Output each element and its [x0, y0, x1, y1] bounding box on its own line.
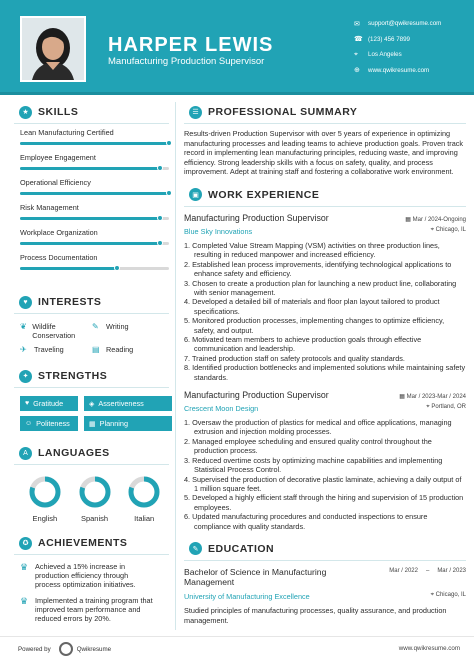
avatar [22, 18, 84, 80]
job-bullet: 5. Monitored production processes, implementing changes to optimize efficiency, safety, and output. [184, 316, 445, 335]
languages-heading [14, 445, 169, 461]
job-dates-text: Mar / 2023-Mar / 2024 [406, 394, 466, 401]
summary-title: PROFESSIONAL SUMMARY [208, 106, 358, 118]
contact-website[interactable] [354, 63, 472, 79]
skill-bar-fill [20, 192, 169, 195]
phone-icon: ☎ [354, 36, 363, 44]
education-location [431, 592, 466, 601]
job-bullet: 1. Oversaw the production of plastics for medical and office applications, managing extrusion and injection molding processes. [184, 418, 452, 437]
achievements-heading [14, 535, 169, 551]
skill-bar [20, 217, 169, 220]
languages-title: LANGUAGES [38, 447, 110, 459]
skill-item [14, 178, 169, 199]
education-start: Mar / 2022 [389, 567, 418, 574]
job-entry [184, 213, 466, 382]
graduation-cap-icon: ✎ [189, 542, 202, 555]
section-rule [184, 206, 466, 207]
strength-label: Planning [99, 419, 129, 428]
calendar-icon: ▦ [89, 420, 96, 428]
skill-bar [20, 242, 169, 245]
skill-bar-fill [20, 167, 160, 170]
contact-phone-text: (123) 456 7899 [368, 35, 410, 43]
job-bullet: 6. Motivated team members to achieve production goals through effective communication and leadership. [184, 335, 422, 354]
brand-name[interactable]: Qwikresume [76, 645, 112, 653]
job-location-text: Chicago, IL [435, 226, 466, 233]
language-ring [127, 475, 161, 509]
powered-by-label: Powered by [18, 645, 51, 653]
skill-label: Workplace Organization [20, 228, 98, 237]
skill-bar-fill [20, 242, 160, 245]
strengths-list [14, 396, 169, 431]
contact-location-text: Los Angeles [368, 51, 402, 59]
section-rule [184, 123, 466, 124]
qwikresume-logo-icon [59, 642, 73, 656]
education-title: EDUCATION [208, 542, 275, 555]
section-rule [14, 313, 169, 314]
skill-label: Risk Management [20, 203, 79, 212]
briefcase-icon: ▣ [189, 188, 202, 201]
skills-icon: ★ [19, 106, 32, 119]
education-end: Mar / 2023 [437, 567, 466, 574]
contact-phone[interactable] [354, 32, 472, 48]
strength-label: Assertiveness [98, 399, 144, 408]
location-icon: ⌖ [354, 50, 358, 58]
skill-item [14, 203, 169, 224]
skill-bar-fill [20, 142, 169, 145]
interest-item [92, 322, 172, 340]
location-icon: ⌖ [430, 226, 436, 233]
skill-label: Operational Efficiency [20, 178, 91, 187]
skill-item [14, 228, 169, 249]
contact-list [354, 16, 472, 78]
trophy-icon: ♛ [20, 595, 29, 606]
language-ring [78, 475, 112, 509]
plane-icon: ✈ [20, 345, 27, 354]
shield-icon: ◈ [89, 400, 95, 408]
contact-location [354, 47, 472, 63]
strengths-heading [14, 368, 169, 384]
right-column [184, 104, 466, 625]
strength-chip [84, 396, 172, 411]
job-title: Manufacturing Production Supervisor [184, 390, 329, 401]
section-rule [184, 560, 466, 561]
globe-icon: ⊕ [354, 67, 360, 75]
skill-bar-handle [157, 240, 163, 246]
job-title: Manufacturing Production Supervisor [184, 212, 329, 223]
language-ring [28, 475, 62, 509]
language-label: Spanish [80, 514, 109, 523]
interest-label: Reading [106, 345, 134, 354]
education-school: University of Manufacturing Excellence [184, 591, 310, 601]
skill-bar [20, 167, 169, 170]
skill-bar-handle [157, 215, 163, 221]
job-dates [405, 216, 466, 223]
powered-by [18, 642, 111, 656]
job-location [431, 227, 466, 236]
interests-icon: ♥ [19, 296, 32, 309]
skill-bar-handle [166, 190, 172, 196]
strength-chip [20, 396, 78, 411]
strength-label: Politeness [36, 419, 70, 428]
achievement-item [20, 562, 169, 590]
job-bullet: 1. Completed Value Stream Mapping (VSM) activities on three production lines, resulting in reduced manpower and increased efficiency. [184, 240, 440, 260]
achievement-item [20, 596, 169, 624]
interest-label: Wildlife Conservation [32, 322, 76, 340]
skill-bar-fill [20, 217, 160, 220]
languages-list [14, 475, 169, 523]
language-label: English [32, 514, 58, 523]
job-company: Crescent Moon Design [184, 404, 259, 414]
strength-chip [20, 416, 78, 431]
languages-icon: A [19, 447, 32, 460]
achievements-title: ACHIEVEMENTS [38, 537, 128, 549]
left-column [14, 104, 169, 629]
job-bullet: 4. Supervised the production of decorative plastic laminate, achieving a daily output of 1 million square feet. [184, 474, 462, 493]
section-rule [14, 554, 169, 555]
skill-item [14, 253, 169, 274]
skill-item [14, 128, 169, 149]
education-dates: Mar / 2022 – Mar / 2023 [389, 567, 466, 588]
summary-heading [184, 104, 466, 120]
language-item [70, 475, 120, 523]
achievement-text: Achieved a 15% increase in production efficiency through process optimization initiatives. [35, 562, 136, 590]
job-bullet: 7. Trained production staff on safety protocols and quality standards. [184, 353, 405, 363]
job-bullets [184, 241, 466, 382]
job-location [426, 404, 466, 413]
section-rule [14, 464, 169, 465]
interest-label: Writing [106, 322, 129, 331]
skill-bar [20, 142, 169, 145]
skill-bar-handle [157, 165, 163, 171]
education-heading [184, 541, 466, 557]
job-bullets [184, 418, 466, 531]
strengths-icon: ✦ [19, 370, 32, 383]
skill-bar [20, 192, 169, 195]
skill-bar-handle [166, 140, 172, 146]
calendar-icon: ▦ [405, 216, 413, 223]
interest-label: Traveling [34, 345, 64, 354]
job-bullet: 2. Established lean process improvements, identifying technological applications to enhance safety and efficiency. [184, 259, 452, 279]
skill-label: Process Documentation [20, 253, 98, 262]
summary-text: Results-driven Production Supervisor with over 5 years of experience in optimizing manufacturing processes and leading teams to achieve production goals. Proven track record in implementing lean manufacturing principles, reducing waste, and improving efficiency. Strong leadership skills with a focus on safety, quality, and process improvement. Adept at training staff and fostering a collaborative work environment. [184, 129, 464, 177]
language-item [20, 475, 70, 523]
job-bullet: 6. Updated manufacturing procedures and conducted inspections to ensure compliance with quality standards. [184, 512, 428, 531]
interests-heading [14, 294, 169, 310]
experience-heading [184, 187, 466, 203]
skill-label: Employee Engagement [20, 153, 96, 162]
job-bullet: 3. Reduced overtime costs by optimizing machine capabilities and implementing Statistical Process Control. [184, 455, 443, 475]
interests-title: INTERESTS [38, 296, 102, 308]
job-bullet: 5. Developed a highly efficient staff through the hiring and supervision of 15 production employees. [184, 493, 464, 512]
location-icon: ⌖ [430, 591, 436, 598]
interest-item [20, 322, 92, 340]
interest-item [20, 345, 92, 354]
heart-icon: ♥ [25, 400, 30, 407]
smile-icon: ☺ [25, 420, 33, 427]
interests-list [14, 322, 169, 354]
job-bullet: 3. Chosen to create a production plan for launching a new product line, collaborating with senior management. [184, 278, 457, 297]
education-degree: Bachelor of Science in Manufacturing Management [184, 566, 327, 588]
language-label: Italian [134, 514, 155, 523]
candidate-name: HARPER LEWIS [108, 34, 274, 56]
summary-icon: ☰ [189, 106, 202, 119]
section-rule [14, 387, 169, 388]
achievements-icon: ✪ [19, 537, 32, 550]
job-dates-text: Mar / 2024-Ongoing [412, 216, 466, 223]
language-item [119, 475, 169, 523]
header-divider [0, 92, 474, 95]
achievement-text: Implemented a training program that improved team performance and reduced errors by 20%. [35, 595, 153, 624]
education-text: Studied principles of manufacturing processes, quality assurance, and production management. [184, 605, 447, 625]
experience-title: WORK EXPERIENCE [208, 188, 320, 201]
job-bullet: 2. Managed employee scheduling and ensured quality control throughout the production process. [184, 436, 432, 456]
job-company: Blue Sky Innovations [184, 226, 253, 236]
footer [0, 636, 474, 658]
resume-header [0, 0, 474, 92]
wildlife-icon: ❦ [20, 322, 27, 331]
skill-label: Lean Manufacturing Certified [20, 128, 114, 137]
contact-website-text: www.qwikresume.com [368, 66, 430, 74]
email-icon: ✉ [354, 20, 360, 28]
location-icon: ⌖ [426, 404, 432, 411]
contact-email[interactable] [354, 16, 472, 32]
strength-chip [84, 416, 172, 431]
interest-item [92, 345, 172, 354]
strength-label: Gratitude [33, 399, 64, 408]
skill-bar [20, 267, 169, 270]
column-divider [175, 102, 176, 630]
pen-icon: ✎ [92, 322, 99, 331]
profile-photo [20, 16, 86, 82]
job-location-text: Portland, OR [431, 404, 466, 411]
strengths-title: STRENGTHS [38, 370, 108, 382]
achievements-list [14, 562, 169, 623]
job-entry [184, 390, 466, 531]
job-bullet: 4. Developed a detailed bill of materials and floor plan layout tailored to product specifications. [184, 297, 440, 316]
skills-heading [14, 104, 169, 120]
education-location-text: Chicago, IL [435, 591, 466, 598]
trophy-icon: ♛ [20, 562, 29, 572]
section-rule [14, 123, 169, 124]
footer-url[interactable]: www.qwikresume.com [398, 645, 460, 652]
skills-title: SKILLS [38, 106, 79, 118]
book-icon: ▤ [92, 345, 100, 354]
calendar-icon: ▦ [399, 394, 407, 401]
skills-list [14, 128, 169, 274]
skill-bar-handle [114, 265, 120, 271]
skill-bar-fill [20, 267, 117, 270]
contact-email-text: support@qwikresume.com [368, 20, 442, 28]
candidate-title: Manufacturing Production Supervisor [108, 56, 265, 67]
skill-item [14, 153, 169, 174]
job-dates [399, 393, 466, 400]
job-bullet: 8. Identified production bottlenecks and implemented solutions while maintaining safety standards. [184, 363, 466, 382]
